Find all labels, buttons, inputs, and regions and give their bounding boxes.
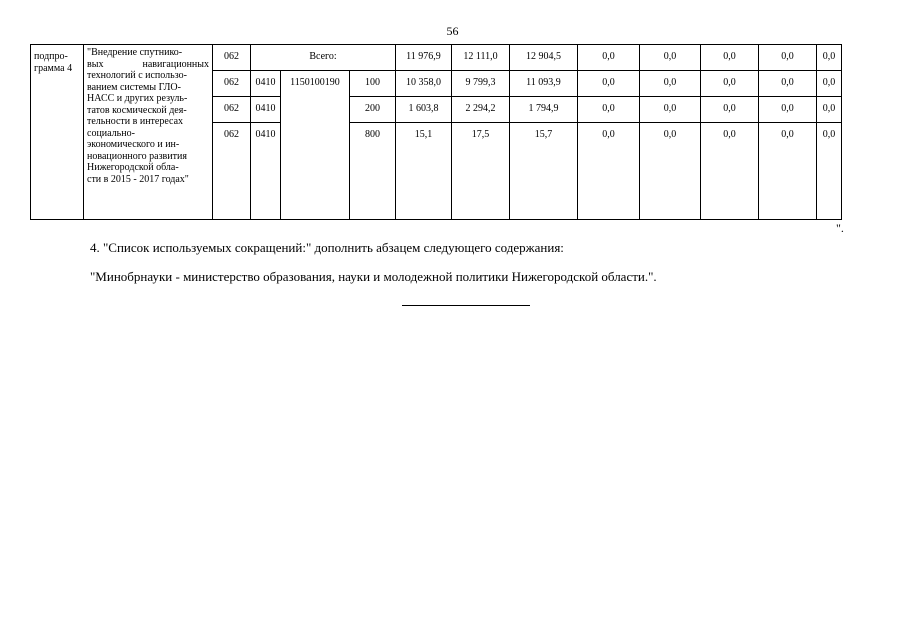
- value-cell: 0,0: [578, 45, 640, 71]
- value-cell: 17,5: [452, 123, 510, 220]
- value-cell: 0,0: [701, 71, 759, 97]
- title-line: татов космической дея-: [87, 104, 187, 116]
- target-article-cell: 1150100190: [281, 71, 350, 220]
- value-cell: 11 976,9: [396, 45, 452, 71]
- value-cell: 0,0: [640, 123, 701, 220]
- table-row: [31, 45, 842, 71]
- value-cell: 11 093,9: [510, 71, 578, 97]
- title-line: экономического и ин-: [87, 139, 180, 150]
- grbs-cell: 062: [213, 45, 251, 71]
- expense-type-cell: 100: [350, 71, 396, 97]
- title-line: социально-: [87, 127, 135, 139]
- title-line: Нижегородской обла-: [87, 162, 179, 173]
- title-line: "Внедрение спутнико-: [87, 47, 183, 58]
- value-cell: 2 294,2: [452, 97, 510, 123]
- value-cell: 0,0: [640, 97, 701, 123]
- value-cell: 9 799,3: [452, 71, 510, 97]
- title-line: вых навигационных: [87, 58, 209, 70]
- title-line: тельности в интересах: [87, 116, 184, 127]
- title-line: новационного развития: [87, 150, 187, 162]
- value-cell: 0,0: [759, 123, 817, 220]
- value-cell: 12 904,5: [510, 45, 578, 71]
- page-number: 56: [446, 24, 459, 38]
- value-cell: 0,0: [759, 71, 817, 97]
- title-line: НАСС и других резуль-: [87, 93, 188, 104]
- value-cell: 0,0: [701, 97, 759, 123]
- value-cell: 0,0: [640, 71, 701, 97]
- value-cell: 0,0: [817, 123, 842, 220]
- section-cell: 0410: [251, 97, 281, 123]
- grbs-cell: 062: [213, 71, 251, 97]
- expense-type-cell: 200: [350, 97, 396, 123]
- subprogram-cell: подпро-грамма 4: [31, 45, 84, 220]
- value-cell: 0,0: [578, 97, 640, 123]
- value-cell: 0,0: [578, 123, 640, 220]
- title-line: технологий с использо-: [87, 70, 187, 81]
- section-cell: 0410: [251, 123, 281, 220]
- closing-quote-mark: ".: [836, 221, 844, 235]
- value-cell: 10 358,0: [396, 71, 452, 97]
- value-cell: 12 111,0: [452, 45, 510, 71]
- value-cell: 0,0: [701, 45, 759, 71]
- grbs-cell: 062: [213, 97, 251, 123]
- title-line: ванием системы ГЛО-: [87, 81, 181, 93]
- value-cell: 15,7: [510, 123, 578, 220]
- expense-type-cell: 800: [350, 123, 396, 220]
- value-cell: 0,0: [817, 97, 842, 123]
- grbs-cell: 062: [213, 123, 251, 220]
- value-cell: 0,0: [759, 97, 817, 123]
- value-cell: 0,0: [578, 71, 640, 97]
- value-cell: 0,0: [817, 45, 842, 71]
- amendment-paragraph: 4. "Список используемых сокращений:" дополнить абзацем следующего содержания:: [90, 240, 564, 255]
- abbreviation-paragraph: "Минобрнауки - министерство образования, науки и молодежной политики Нижегородской области.".: [90, 269, 657, 284]
- value-cell: 0,0: [817, 71, 842, 97]
- value-cell: 1 603,8: [396, 97, 452, 123]
- value-cell: 15,1: [396, 123, 452, 220]
- budget-table: [30, 44, 842, 220]
- section-cell: 0410: [251, 71, 281, 97]
- value-cell: 0,0: [759, 45, 817, 71]
- value-cell: 0,0: [640, 45, 701, 71]
- title-line: сти в 2015 - 2017 годах": [87, 173, 189, 185]
- value-cell: 0,0: [701, 123, 759, 220]
- value-cell: 1 794,9: [510, 97, 578, 123]
- total-label-cell: Всего:: [251, 45, 396, 71]
- separator-line: [402, 305, 530, 306]
- subprogram-title-cell: [84, 45, 213, 220]
